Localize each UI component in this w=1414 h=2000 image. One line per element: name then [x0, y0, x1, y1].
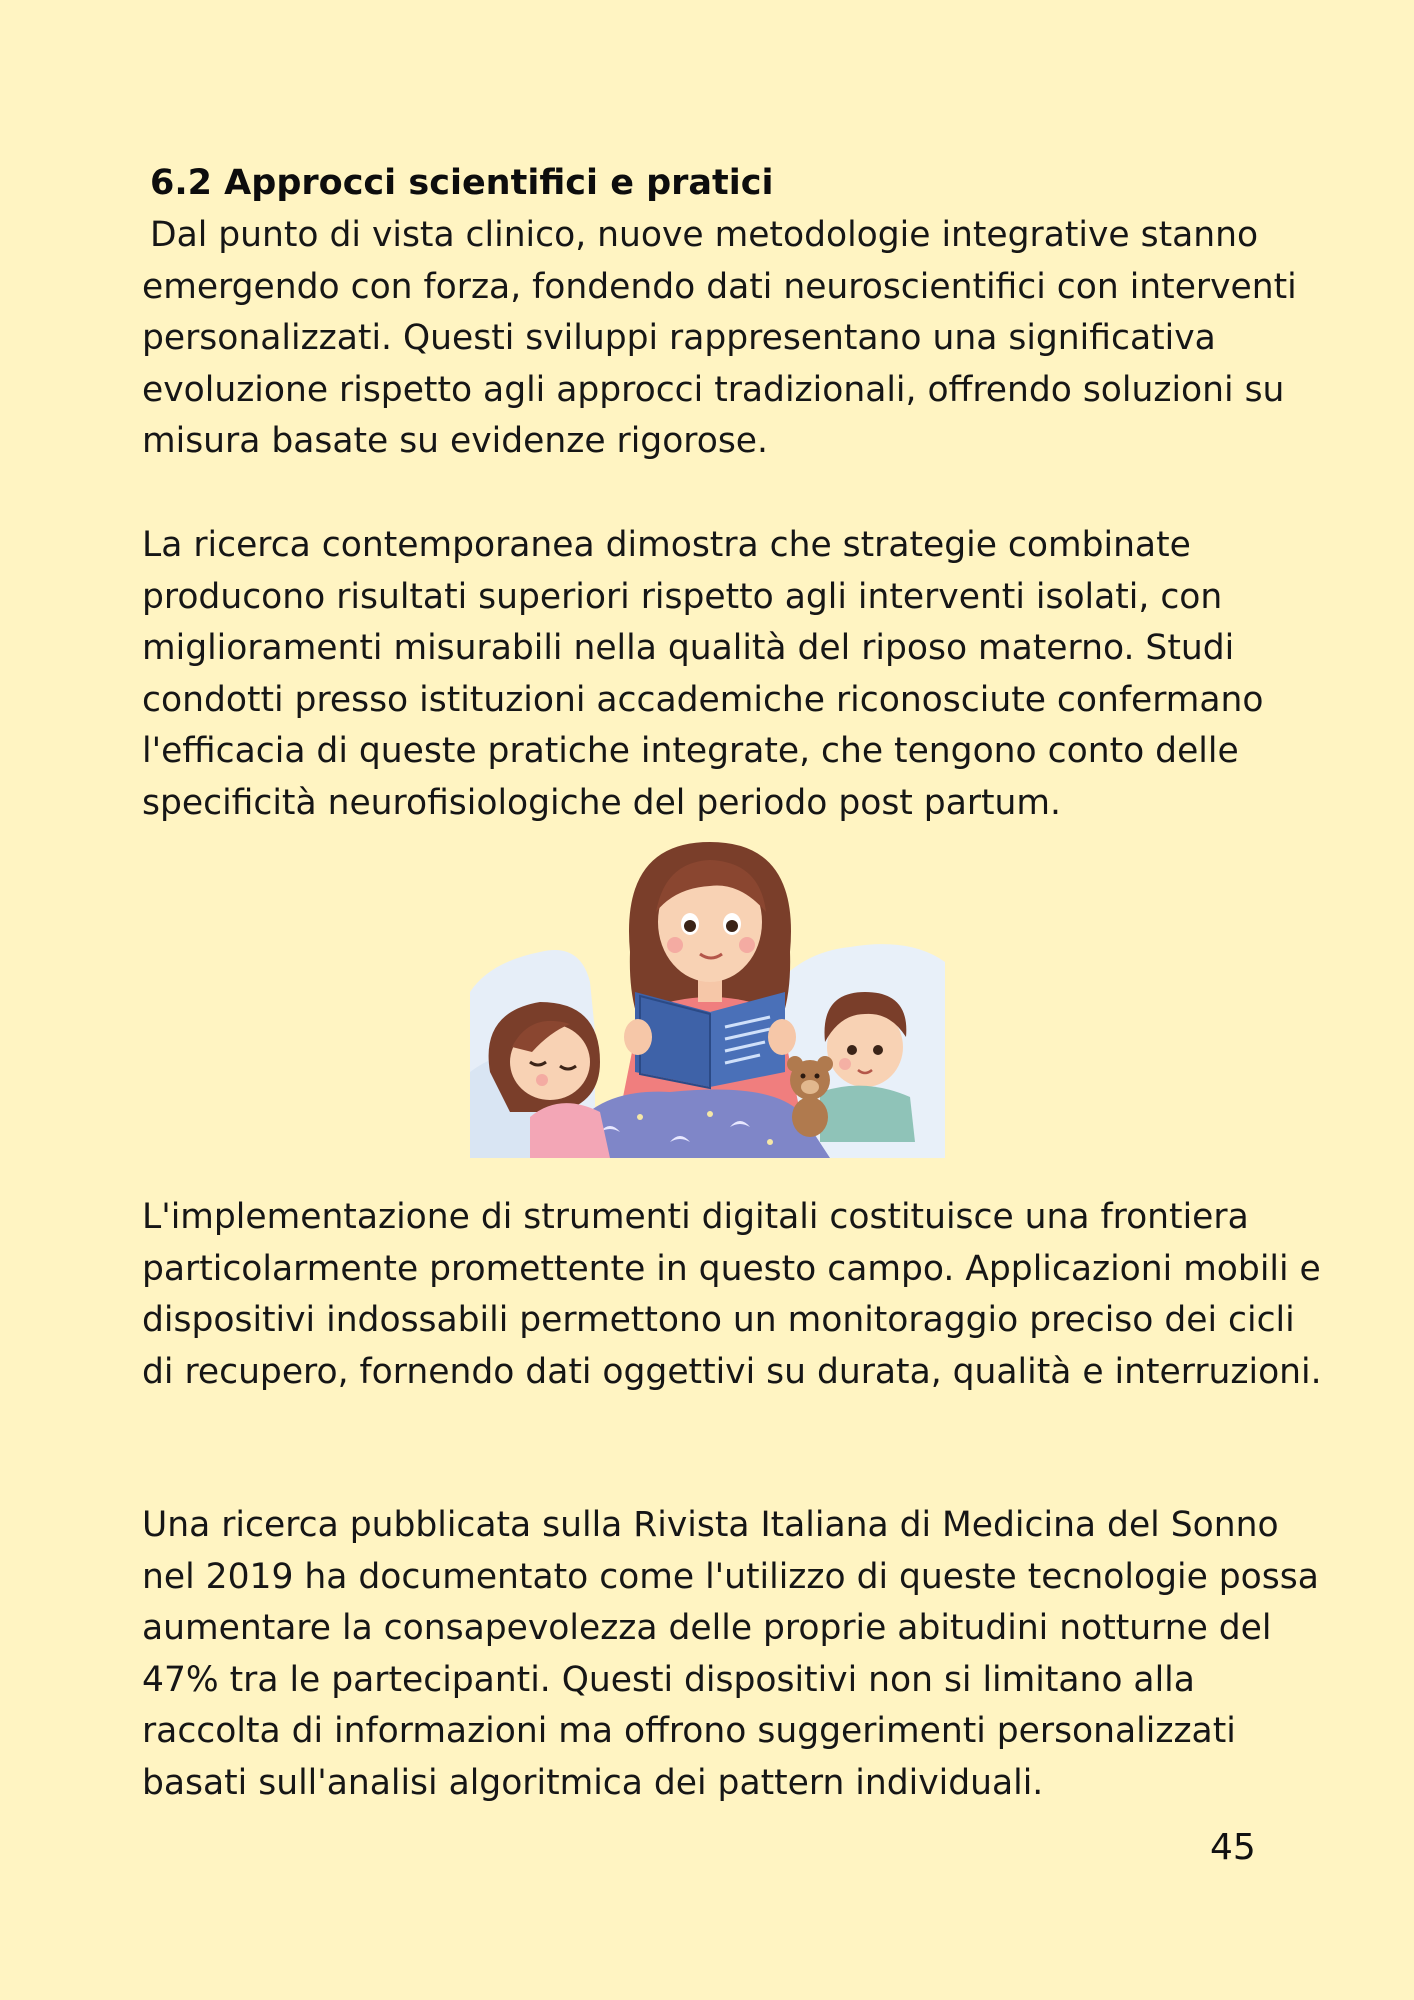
paragraph-2: La ricerca contemporanea dimostra che strategie combinate producono risultati superiori rispetto agli interventi isolati, con miglioramenti misurabili nella qualità del riposo materno. Studi condotti presso istituzioni accademiche riconosciute confermano l'efficacia di queste pratiche integrate, che tengono conto delle specificità neurofisiologiche del periodo post partum. [142, 525, 1264, 823]
paragraph-4: Una ricerca pubblicata sulla Rivista Italiana di Medicina del Sonno nel 2019 ha documentato come l'utilizzo di queste tecnologie possa aumentare la consapevolezza delle proprie abitudini notturne del 47% tra le partecipanti. Questi dispositivi non si limitano alla raccolta di informazioni ma offrono suggerimenti personalizzati basati sull'analisi algoritmica dei pattern individuali. [142, 1505, 1319, 1803]
paragraph-1: Dal punto di vista clinico, nuove metodologie integrative stanno emergendo con forza, fondendo dati neuroscientifici con interventi personalizzati. Questi sviluppi rappresentano una significativa evoluzione rispetto agli approcci tradizionali, offrendo soluzioni su misura basate su evidenze rigorose. [142, 215, 1297, 461]
section-heading: 6.2 Approcci scientifici e pratici [150, 163, 774, 203]
page-number: 45 [1210, 1827, 1256, 1868]
mother-reading-to-children-illustration [470, 842, 945, 1158]
paragraph-3: L'implementazione di strumenti digitali costituisce una frontiera particolarmente promettente in questo campo. Applicazioni mobili e dispositivi indossabili permettono un monitoraggio preciso dei cicli di recupero, fornendo dati oggettivi su durata, qualità e interruzioni. [142, 1197, 1322, 1392]
